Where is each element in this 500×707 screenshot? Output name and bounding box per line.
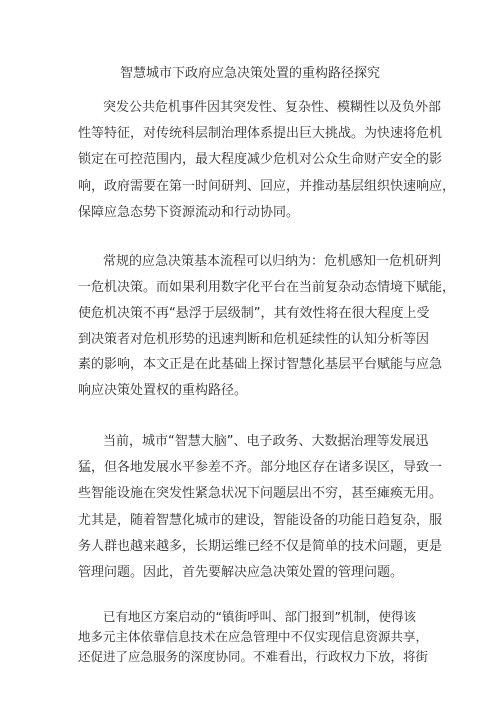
paragraph-line: 素的影响，本文正是在此基础上探讨智慧化基层平台赋能与应急: [78, 357, 443, 372]
paragraph-line: 管理问题。因此，首先要解决应急决策处置的管理问题。: [78, 565, 404, 580]
paragraph-line: 还促进了应急服务的深度协同。不难看出，行政权力下放，将街: [78, 649, 429, 664]
paragraph-line: 突发公共危机事件因其突发性、复杂性、模糊性以及负外部: [103, 100, 442, 115]
paragraph-line: 已有地区方案启动的“镇街呼叫、部门报到”机制，使得该: [103, 609, 416, 624]
paragraph-line: 锁定在可控范围内，最大程度减少危机对公众生命财产安全的影: [78, 152, 443, 167]
paragraph-line: 到决策者对危机形势的迅速判断和危机延续性的认知分析等因: [78, 332, 430, 347]
paragraph-line: 常规的应急决策基本流程可以归纳为：危机感知一危机研判: [103, 254, 442, 269]
paragraph-line: 响应决策处置权的重构路径。: [78, 383, 248, 398]
paragraph-line: 猛，但各地发展水平参差不齐。部分地区存在诸多误区，导致一: [78, 460, 443, 475]
paragraph-line: 尤其是，随着智慧化城市的建设，智能设备的功能日趋复杂，服: [78, 513, 443, 528]
paragraph-line: 地多元主体依靠信息技术在应急管理中不仅实现信息资源共享，: [78, 629, 429, 644]
paragraph-line: 务人群也越来越多，长期运维已经不仅是简单的技术问题，更是: [78, 539, 443, 554]
paragraph-line: 响，政府需要在第一时间研判、回应，并推动基层组织快速响应，: [78, 179, 456, 194]
paragraph-line: 性等特征，对传统科层制治理体系提出巨大挑战。为快速将危机: [78, 126, 443, 141]
paragraph-line: 当前，城市“智慧大脑”、电子政务、大数据治理等发展迅: [103, 434, 429, 449]
paragraph-line: 些智能设施在突发性紧急状况下问题层出不穷，甚至瘫痪无用。: [78, 486, 443, 501]
paragraph-line: 使危机决策不再“悬浮于层级制”，其有效性将在很大程度上受: [78, 306, 430, 321]
document-title: 智慧城市下政府应急决策处置的重构路径探究: [119, 66, 380, 81]
paragraph-line: 一危机决策。而如果利用数字化平台在当前复杂动态情境下赋能，: [78, 280, 456, 295]
paragraph-line: 保障应急态势下资源流动和行动协同。: [78, 205, 300, 220]
